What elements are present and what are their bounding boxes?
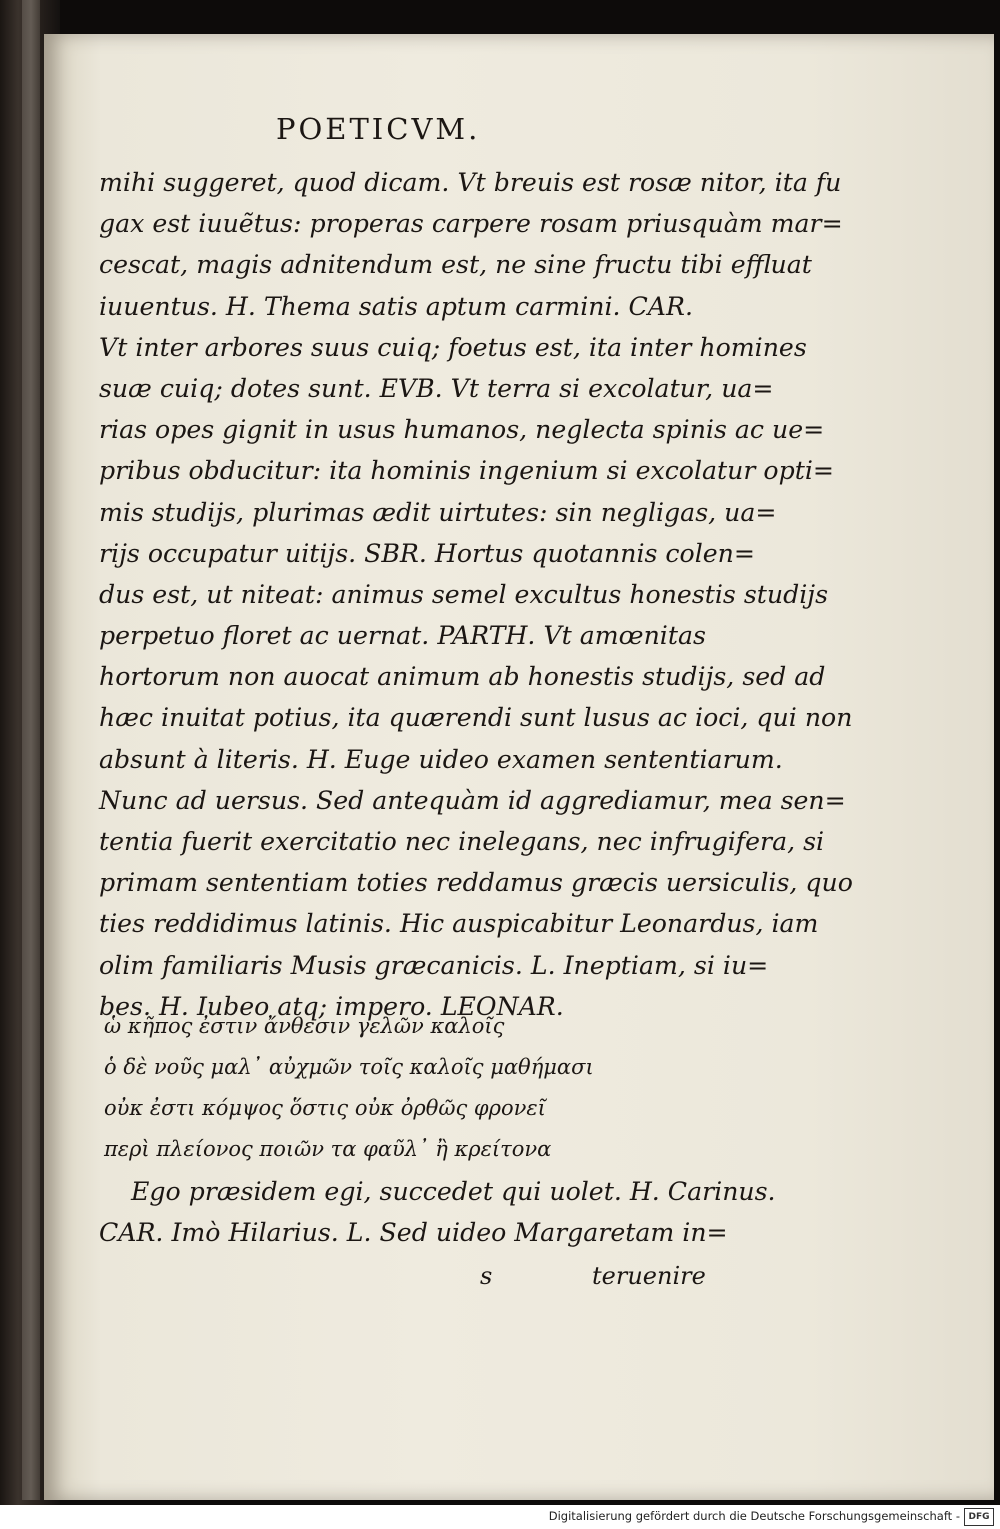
text-line: hortorum non auocat animum ab honestis studijs, sed ad (99, 662, 826, 692)
signature-mark: s (480, 1262, 493, 1290)
dfg-logo: DFG (964, 1508, 994, 1526)
book-page (44, 34, 994, 1500)
text-line: rias opes gignit in usus humanos, neglecta spinis ac ue= (99, 415, 825, 445)
greek-verse-line: ὁ δὲ νοῦς μαλ᾽ αὐχμῶν τοῖς καλοῖς μαθήμασι (104, 1055, 594, 1079)
text-line: tentia fuerit exercitatio nec inelegans, nec infrugifera, si (99, 827, 825, 856)
greek-verse-line: περὶ πλείονος ποιῶν τα φαῦλ᾽ ἢ κρείτονα (104, 1137, 552, 1161)
text-line: rijs occupatur uitijs. SBR. Hortus quotannis colen= (99, 538, 755, 568)
greek-verse-line: ὡ κῆπος ἐστιν ἄνθεσιν γελῶν καλοῖς (104, 1014, 505, 1038)
spine-edge (22, 0, 40, 1500)
text-line: mis studijs, plurimas ædit uirtutes: sin negligas, ua= (99, 497, 777, 527)
text-line: dus est, ut niteat: animus semel excultus honestis studijs (99, 579, 829, 609)
text-line: bes. H. Iubeo atq; impero. LEONAR. (99, 991, 564, 1021)
text-line: gax est iuuẽtus: properas carpere rosam priusquàm mar= (99, 209, 843, 239)
text-line: mihi suggeret, quod dicam. Vt breuis est rosæ nitor, ita fu (99, 168, 842, 197)
footer-bar (0, 1505, 1000, 1529)
text-line: olim familiaris Musis græcanicis. L. Ineptiam, si iu= (99, 950, 769, 980)
greek-verse-block (104, 1006, 744, 1170)
running-head: POETICVM. (276, 112, 481, 146)
text-line: Vt inter arbores suus cuiq; foetus est, ita inter homines (99, 332, 807, 362)
catchword: teruenire (592, 1262, 706, 1290)
closing-text-block (99, 1171, 776, 1253)
text-line: CAR. Imò Hilarius. L. Sed uideo Margaretam in= (99, 1218, 728, 1248)
text-line: pribus obducitur: ita hominis ingenium si excolatur opti= (99, 456, 835, 486)
greek-verse-line: οὐκ ἐστι κόμψος ὅστις οὐκ ὀρθῶς φρονεῖ (104, 1096, 546, 1120)
text-line: primam sententiam toties reddamus græcis uersiculis, quo (99, 868, 853, 898)
text-line: Ego præsidem egi, succedet qui uolet. H. Carinus. (131, 1177, 776, 1206)
text-line: Nunc ad uersus. Sed antequàm id aggrediamur, mea sen= (99, 785, 846, 815)
text-line: suæ cuiq; dotes sunt. EVB. Vt terra si excolatur, ua= (99, 373, 774, 403)
text-line: absunt à literis. H. Euge uideo examen sententiarum. (99, 744, 783, 774)
main-text-block (99, 162, 853, 1027)
text-line: ties reddidimus latinis. Hic auspicabitur Leonardus, iam (99, 909, 819, 939)
text-line: iuuentus. H. Thema satis aptum carmini. CAR. (99, 291, 693, 321)
text-line: hæc inuitat potius, ita quærendi sunt lusus ac ioci, qui non (99, 703, 853, 733)
text-line: perpetuo floret ac uernat. PARTH. Vt amœnitas (99, 621, 706, 651)
footer-credit: Digitalisierung gefördert durch die Deutsche Forschungsgemeinschaft - (548, 1509, 960, 1523)
text-line: cescat, magis adnitendum est, ne sine fructu tibi effluat (99, 250, 812, 280)
